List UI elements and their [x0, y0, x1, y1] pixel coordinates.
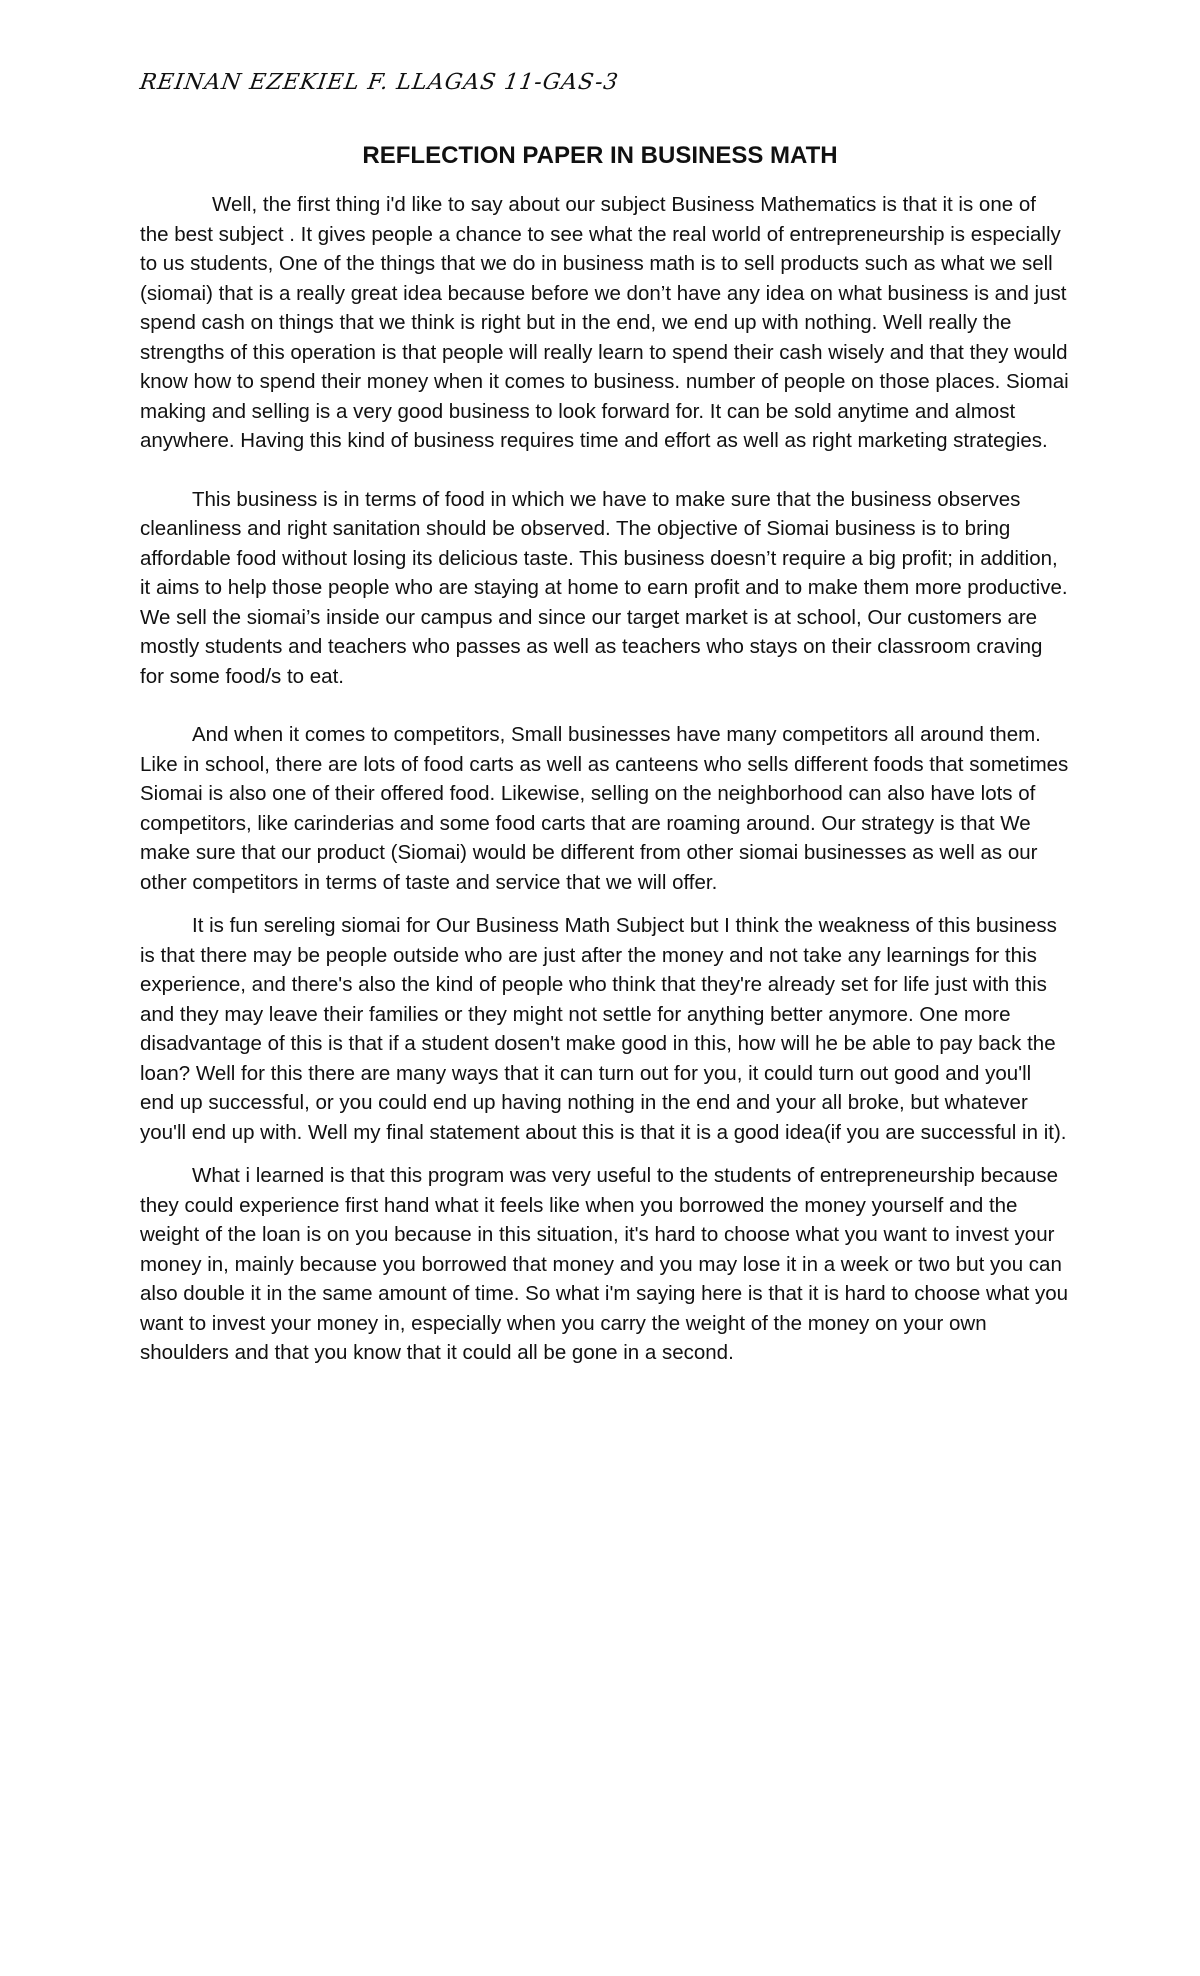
- document-body: [140, 190, 1070, 1368]
- paragraph-3: And when it comes to competitors, Small businesses have many competitors all around them. Like in school, there are lots of food carts as well as canteens who sells different foods that sometimes Siomai is also one of their offered food. Likewise, selling on the neighborhood can also have lots of competitors, like carinderias and some food carts that are roaming around. Our strategy is that We make sure that our product (Siomai) would be different from other siomai businesses as well as our other competitors in terms of taste and service that we will offer.: [140, 723, 1069, 894]
- page-title: REFLECTION PAPER IN BUSINESS MATH: [362, 142, 838, 169]
- paragraph-4: It is fun sereling siomai for Our Business Math Subject but I think the weakness of this business is that there may be people outside who are just after the money and not take any learnings for this experience, and there's also the kind of people who think that they're already set for life just with this and they may leave their families or they might not settle for anything better anymore. One more disadvantage of this is that if a student dosen't make good in this, how will he be able to pay back the loan? Well for this there are many ways that it can turn out for you, it could turn out good and you'll end up successful, or you could end up having nothing in the end and your all broke, but whatever you'll end up with. Well my final statement about this is that it is a good idea(if you are successful in it).: [140, 914, 1067, 1144]
- paragraph-5: What i learned is that this program was very useful to the students of entrepreneurship because they could experience first hand what it feels like when you borrowed the money yourself and the weight of the loan is on you because in this situation, it's hard to choose what you want to invest your money in, mainly because you borrowed that money and you may lose it in a week or two but you can also double it in the same amount of time. So what i'm saying here is that it is hard to choose what you want to invest your money in, especially when you carry the weight of the money on your own shoulders and that you know that it could all be gone in a second.: [140, 1164, 1069, 1364]
- author-header: REINAN EZEKIEL F. LLAGAS 11-GAS-3: [138, 70, 621, 95]
- paragraph-1: Well, the first thing i'd like to say about our subject Business Mathematics is that it is one of the best subject . It gives people a chance to see what the real world of entrepreneurship is especially to us students, One of the things that we do in business math is to sell products such as what we sell (siomai) that is a really great idea because before we don’t have any idea on what business is and just spend cash on things that we think is right but in the end, we end up with nothing. Well really the strengths of this operation is that people will really learn to spend their cash wisely and that they would know how to spend their money when it comes to business. number of people on those places. Siomai making and selling is a very good business to look forward for. It can be sold anytime and almost anywhere. Having this kind of business requires time and effort as well as right marketing strategies.: [140, 193, 1069, 452]
- paragraph-2: This business is in terms of food in which we have to make sure that the business observes cleanliness and right sanitation should be observed. The objective of Siomai business is to bring affordable food without losing its delicious taste. This business doesn’t require a big profit; in addition, it aims to help those people who are staying at home to earn profit and to make them more productive. We sell the siomai’s inside our campus and since our target market is at school, Our customers are mostly students and teachers who passes as well as teachers who stays on their classroom craving for some food/s to eat.: [140, 487, 1068, 688]
